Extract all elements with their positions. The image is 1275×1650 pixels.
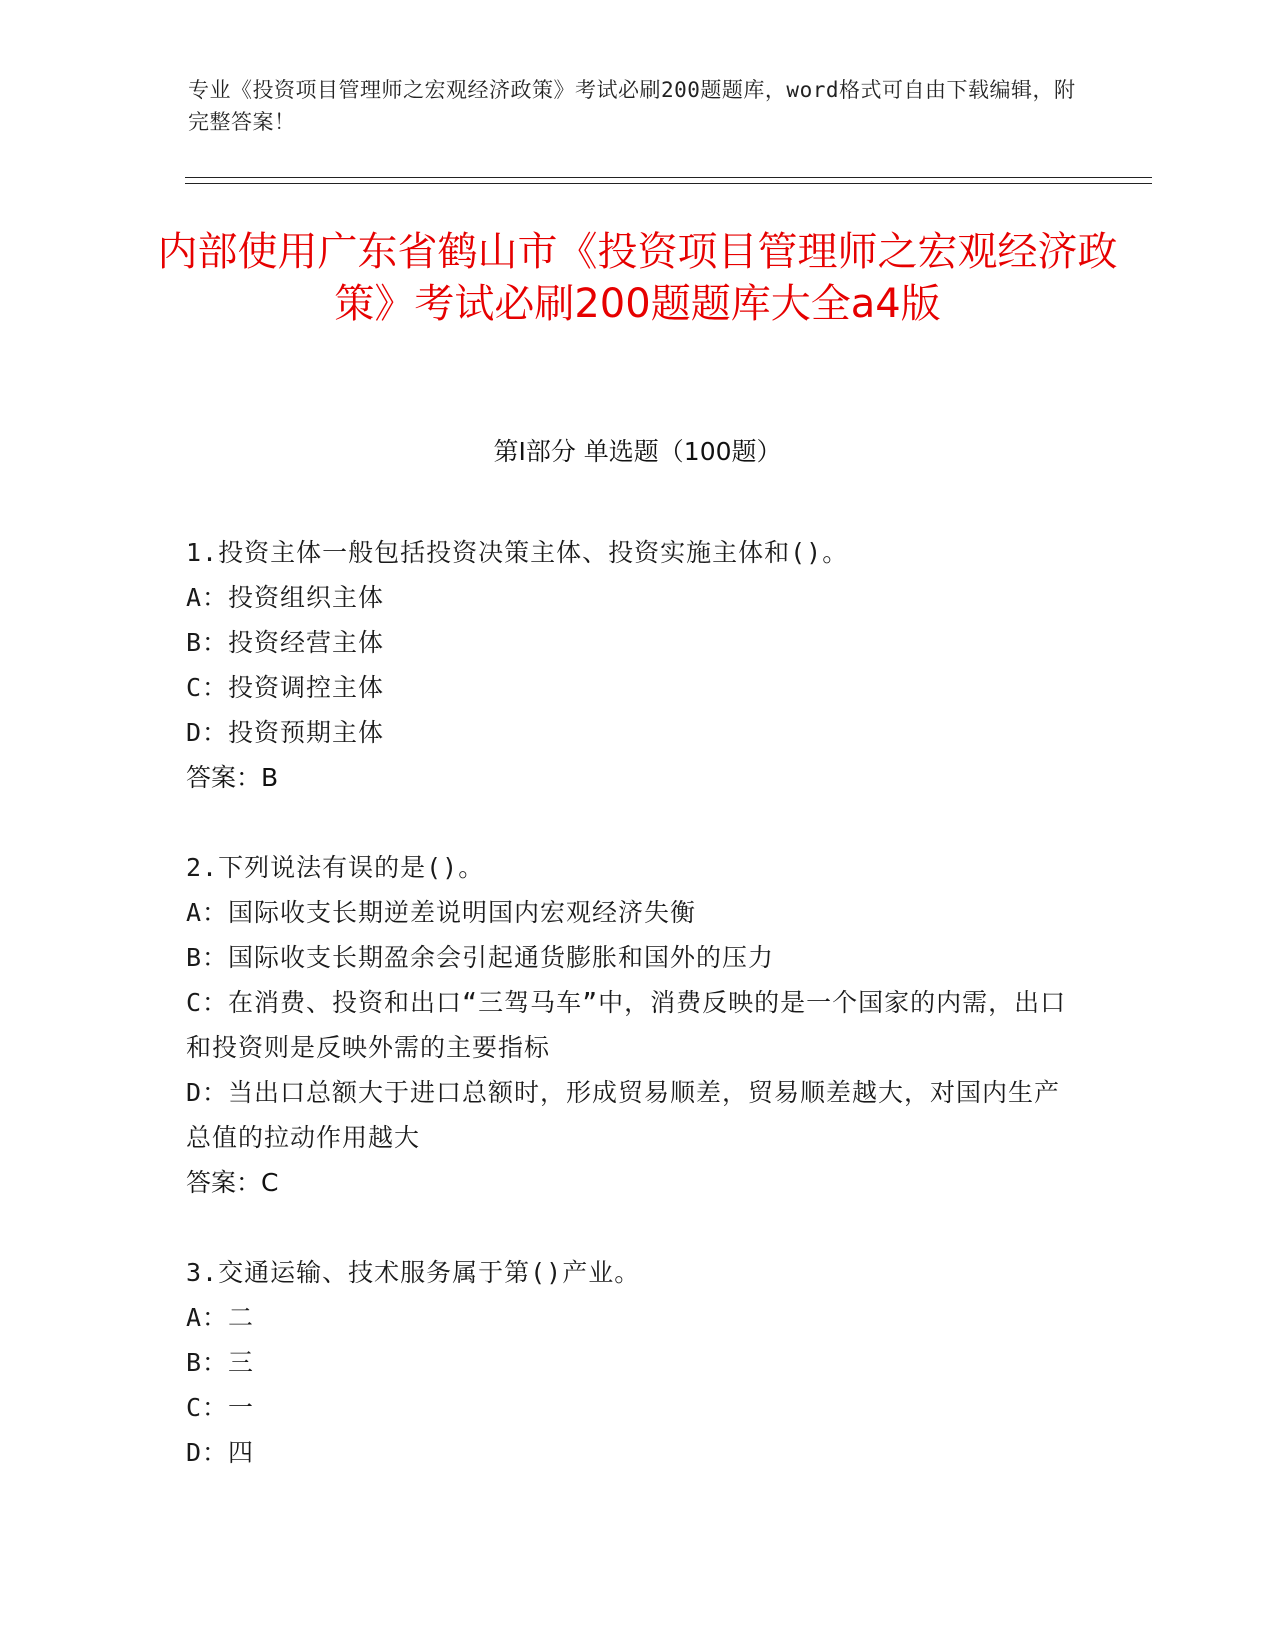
option-d: D：当出口总额大于进口总额时，形成贸易顺差，贸易顺差越大，对国内生产总值的拉动作用越大 bbox=[186, 1078, 1061, 1152]
option-b: B：国际收支长期盈余会引起通货膨胀和国外的压力 bbox=[186, 943, 775, 972]
header-divider-bottom bbox=[185, 183, 1152, 184]
question-stem: 1.投资主体一般包括投资决策主体、投资实施主体和()。 bbox=[186, 538, 849, 567]
option-c: C：在消费、投资和出口“三驾马车”中，消费反映的是一个国家的内需，出口和投资则是反映外需的主要指标 bbox=[186, 988, 1067, 1062]
option-a: A：国际收支长期逆差说明国内宏观经济失衡 bbox=[186, 898, 697, 927]
question-1 bbox=[186, 530, 1076, 801]
section-title: 第Ⅰ部分 单选题（100题） bbox=[493, 437, 782, 466]
option-d: D：四 bbox=[186, 1438, 255, 1467]
option-b: B：投资经营主体 bbox=[186, 628, 385, 657]
option-a: A：二 bbox=[186, 1303, 255, 1332]
option-d: D：投资预期主体 bbox=[186, 718, 385, 747]
answer: 答案：C bbox=[186, 1168, 279, 1197]
option-a: A：投资组织主体 bbox=[186, 583, 385, 612]
question-2 bbox=[186, 845, 1076, 1206]
option-c: C：投资调控主体 bbox=[186, 673, 385, 702]
option-b: B：三 bbox=[186, 1348, 255, 1377]
document-title: 内部使用广东省鹤山市《投资项目管理师之宏观经济政策》考试必刷200题题库大全a4版 bbox=[157, 229, 1118, 327]
option-c: C：一 bbox=[186, 1393, 255, 1422]
question-3 bbox=[186, 1250, 1076, 1475]
header-note: 专业《投资项目管理师之宏观经济政策》考试必刷200题题库，word格式可自由下载编辑，附完整答案！ bbox=[188, 78, 1076, 134]
question-stem: 2.下列说法有误的是()。 bbox=[186, 853, 485, 882]
question-list bbox=[186, 530, 1076, 1519]
question-stem: 3.交通运输、技术服务属于第()产业。 bbox=[186, 1258, 641, 1287]
answer: 答案：B bbox=[186, 763, 279, 792]
header-divider-top bbox=[185, 177, 1152, 178]
